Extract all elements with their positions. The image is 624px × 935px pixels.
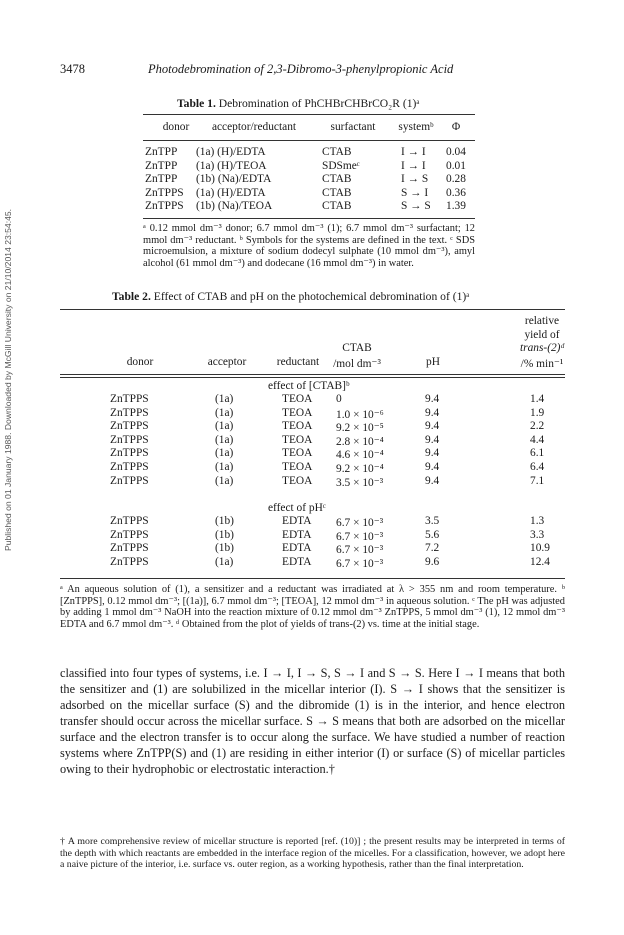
- download-watermark: Published on 01 January 1988. Downloaded by McGill University on 21/10/2014 23:54:45.: [3, 208, 13, 552]
- table2-header-rule: [60, 374, 565, 375]
- cell-acceptor: (1a): [215, 406, 234, 419]
- cell-acceptor: (1a): [215, 420, 234, 433]
- cell-yield: 7.1: [530, 474, 545, 487]
- cell-reductant: TEOA: [282, 393, 313, 405]
- cell-ctab: 0: [336, 393, 342, 405]
- cell-ph: 9.4: [425, 406, 440, 419]
- cell-acceptor: (1b): [215, 528, 234, 541]
- table1-label: Table 1.: [177, 97, 216, 110]
- section-ph-label: effect of pHᶜ: [268, 502, 326, 514]
- cell-reductant: TEOA: [282, 406, 313, 419]
- col-system: systemᵇ: [398, 121, 434, 133]
- cell-surfactant: CTAB: [322, 200, 352, 213]
- cell-donor: ZnTPPS: [110, 393, 149, 405]
- cell-acceptor-reductant: (1a) (H)/EDTA: [196, 146, 266, 158]
- col-acceptor-reductant: acceptor/reductant: [211, 121, 297, 133]
- table2-header-rule-2: [60, 377, 565, 378]
- cell-donor: ZnTPPS: [110, 433, 149, 446]
- col-acceptor: acceptor: [207, 356, 247, 368]
- cell-reductant: EDTA: [282, 515, 312, 527]
- cell-ph: 9.6: [425, 555, 440, 568]
- cell-ph: 3.5: [425, 515, 440, 527]
- cell-donor: ZnTPP: [145, 159, 178, 172]
- cell-ph: 9.4: [425, 420, 440, 433]
- cell-yield: 12.4: [530, 555, 550, 568]
- cell-acceptor: (1b): [215, 515, 234, 527]
- cell-phi: 0.36: [446, 186, 466, 199]
- col-donor: donor: [162, 121, 190, 133]
- cell-reductant: EDTA: [282, 555, 312, 568]
- cell-acceptor: (1a): [215, 474, 234, 487]
- cell-phi: 0.01: [446, 159, 466, 172]
- table1-top-rule: [143, 114, 475, 115]
- cell-ph: 9.4: [425, 433, 440, 446]
- cell-ctab: 6.7 × 10⁻³: [336, 544, 384, 557]
- cell-ph: 9.4: [425, 393, 440, 405]
- cell-yield: 1.4: [530, 393, 545, 405]
- cell-system: I → S: [401, 173, 429, 186]
- cell-ctab: 3.5 × 10⁻³: [336, 476, 384, 489]
- cell-system: I → I: [401, 159, 426, 172]
- table2-bottom-rule: [60, 578, 565, 579]
- cell-ph: 9.4: [425, 461, 440, 473]
- cell-ph: 9.4: [425, 447, 440, 460]
- cell-ctab: 4.6 × 10⁻⁴: [336, 449, 384, 462]
- col-reductant: reductant: [276, 356, 320, 368]
- table1-caption: [177, 97, 420, 110]
- cell-system: I → I: [401, 146, 426, 158]
- col-ctab-l2: /mol dm⁻³: [333, 358, 381, 370]
- cell-ctab: 6.7 × 10⁻³: [336, 530, 384, 543]
- cell-donor: ZnTPP: [145, 173, 178, 186]
- cell-donor: ZnTPP: [145, 146, 178, 158]
- cell-acceptor: (1b): [215, 542, 234, 555]
- cell-ph: 7.2: [425, 542, 440, 555]
- cell-ctab: 2.8 × 10⁻⁴: [336, 435, 384, 448]
- cell-yield: 4.4: [530, 433, 545, 446]
- cell-ctab: 1.0 × 10⁻⁶: [336, 408, 384, 421]
- cell-donor: ZnTPPS: [145, 186, 184, 199]
- table2-footnote: ᵃ An aqueous solution of (1), a sensitizer and a reductant was irradiated at λ > 355 nm and room temperature. ᵇ [ZnTPPS], 0.12 mmol dm⁻³; [(1a)], 6.7 mmol dm⁻³; [TEOA], 12 mmol dm⁻³ in aqueous solution. ᶜ The pH was adjusted by adding 1 mmol dm⁻³ NaOH into the reaction mixture of 0.12 mmol dm⁻³ ZnTPPS, 5 mmol dm⁻³ (1), 12 mmol dm⁻³ EDTA and 6.7 mmol dm⁻³. ᵈ Obtained from the plot of yields of trans-(2) vs. time at the initial stage.: [60, 584, 565, 630]
- col-surfactant: surfactant: [330, 121, 376, 133]
- body-paragraph: classified into four types of systems, i.e. I → I, I → S, S → I and S → S. Here I → I means that both the sensitizer and (1) are solubilized in the micellar interior (I). S → I shows that the sensitizer is adsorbed on the micellar surface (S) and the dibromide (1) is in the interior, and hence electron transfer should occur across the micellar surface. S → S means that both are adsorbed on the micellar surface and the electron transfer is to occur along the surface. We have studied a number of reaction systems where ZnTPP(S) and (1) are residing in either interior (I) or surface (S) of micellar particles owing to their hydrophobic or electrostatic interaction.†: [60, 666, 565, 776]
- cell-yield: 2.2: [530, 420, 545, 433]
- page-footnote: † A more comprehensive review of micellar structure is reported [ref. (10)] ; the present results may be interpreted in terms of the depth with which reactants are embedded in the interface region of the micelles. For a classification, however, we adopt here a naive picture of the interior, i.e. surface vs. outer region, as a working hypothesis, rather than the final interpretation.: [60, 836, 565, 871]
- cell-donor: ZnTPPS: [110, 555, 149, 568]
- col-yield-l2: yield of: [524, 329, 560, 341]
- cell-phi: 0.28: [446, 173, 466, 186]
- cell-donor: ZnTPPS: [110, 474, 149, 487]
- running-header: [60, 62, 560, 78]
- cell-surfactant: CTAB: [322, 173, 352, 186]
- cell-acceptor-reductant: (1a) (H)/EDTA: [196, 186, 266, 199]
- cell-acceptor: (1a): [215, 393, 234, 405]
- cell-yield: 1.3: [530, 515, 545, 527]
- col-ctab-l1: CTAB: [342, 342, 372, 354]
- col-yield-l4: /% min⁻¹: [520, 358, 564, 370]
- table2-top-rule: [60, 309, 565, 310]
- cell-yield: 6.4: [530, 461, 545, 473]
- col-yield-l3: trans-(2)ᵈ: [519, 342, 565, 354]
- table2-caption: [112, 290, 469, 303]
- cell-system: S → S: [401, 200, 431, 213]
- cell-surfactant: SDSmeᶜ: [322, 159, 360, 172]
- cell-donor: ZnTPPS: [145, 200, 184, 213]
- cell-surfactant: CTAB: [322, 186, 352, 199]
- table1-caption-text: Debromination of PhCHBrCHBrCO₂R (1)ᵃ: [218, 97, 420, 110]
- cell-acceptor: (1a): [215, 447, 234, 460]
- cell-ctab: 9.2 × 10⁻⁵: [336, 422, 384, 435]
- table2-caption-text: Effect of CTAB and pH on the photochemical debromination of (1)ᵃ: [153, 290, 470, 303]
- cell-yield: 6.1: [530, 447, 545, 460]
- cell-reductant: TEOA: [282, 433, 313, 446]
- page-number: 3478: [60, 62, 85, 76]
- cell-acceptor: (1a): [215, 555, 234, 568]
- cell-reductant: EDTA: [282, 528, 312, 541]
- col-phi: Φ: [451, 121, 461, 133]
- cell-donor: ZnTPPS: [110, 542, 149, 555]
- cell-phi: 0.04: [446, 146, 466, 158]
- cell-donor: ZnTPPS: [110, 515, 149, 527]
- table1-header-rule: [143, 140, 475, 141]
- cell-acceptor: (1a): [215, 461, 234, 473]
- cell-acceptor-reductant: (1b) (Na)/TEOA: [196, 200, 273, 213]
- cell-reductant: TEOA: [282, 461, 313, 473]
- cell-ph: 5.6: [425, 528, 440, 541]
- cell-ctab: 9.2 × 10⁻⁴: [336, 463, 384, 475]
- cell-donor: ZnTPPS: [110, 528, 149, 541]
- cell-ctab: 6.7 × 10⁻³: [336, 517, 384, 529]
- cell-donor: ZnTPPS: [110, 447, 149, 460]
- cell-donor: ZnTPPS: [110, 406, 149, 419]
- cell-donor: ZnTPPS: [110, 420, 149, 433]
- cell-ph: 9.4: [425, 474, 440, 487]
- section-ctab-label: effect of [CTAB]ᵇ: [268, 380, 350, 392]
- col-ph: pH: [426, 356, 440, 368]
- cell-yield: 10.9: [530, 542, 550, 555]
- cell-reductant: TEOA: [282, 447, 313, 460]
- col-donor: donor: [126, 356, 154, 368]
- cell-reductant: EDTA: [282, 542, 312, 555]
- cell-yield: 3.3: [530, 528, 545, 541]
- cell-phi: 1.39: [446, 200, 466, 213]
- cell-ctab: 6.7 × 10⁻³: [336, 557, 384, 570]
- cell-yield: 1.9: [530, 406, 545, 419]
- running-title: Photodebromination of 2,3-Dibromo-3-phenylpropionic Acid: [148, 62, 454, 76]
- cell-reductant: TEOA: [282, 474, 313, 487]
- cell-surfactant: CTAB: [322, 146, 352, 158]
- cell-donor: ZnTPPS: [110, 461, 149, 473]
- table1-bottom-rule: [143, 218, 475, 219]
- table2-label: Table 2.: [112, 290, 151, 303]
- col-yield-l1: relative: [524, 315, 560, 327]
- cell-reductant: TEOA: [282, 420, 313, 433]
- cell-acceptor-reductant: (1a) (H)/TEOA: [196, 159, 267, 172]
- cell-acceptor: (1a): [215, 433, 234, 446]
- cell-acceptor-reductant: (1b) (Na)/EDTA: [196, 173, 272, 186]
- cell-system: S → I: [401, 186, 429, 199]
- table1-footnote: ᵃ 0.12 mmol dm⁻³ donor; 6.7 mmol dm⁻³ (1); 6.7 mmol dm⁻³ surfactant; 12 mmol dm⁻³ reductant. ᵇ Symbols for the systems are defined in the text. ᶜ SDS microemulsion, a mixture of sodium dodecyl sulphate (10 mmol dm⁻³), amyl alcohol (61 mmol dm⁻³) and dodecane (16 mmol dm⁻³) in water.: [143, 223, 475, 269]
